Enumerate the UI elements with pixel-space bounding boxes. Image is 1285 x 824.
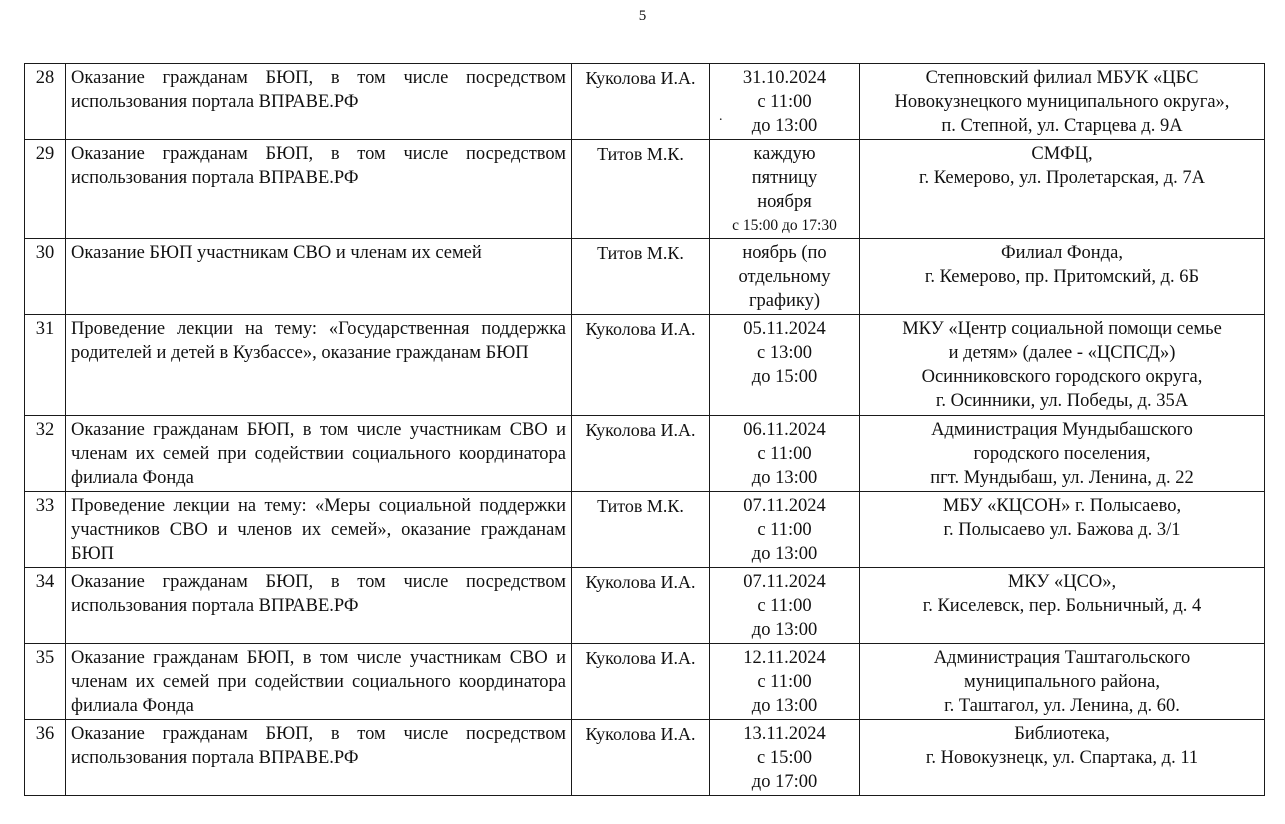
table-row bbox=[25, 492, 1265, 568]
event-date bbox=[710, 492, 860, 568]
date-line: графику) bbox=[748, 291, 821, 311]
responsible-person: Титов М.К. bbox=[572, 492, 710, 568]
event-date bbox=[710, 568, 860, 644]
place-line: МКУ «ЦСО», bbox=[1007, 572, 1117, 592]
place-line: Новокузнецкого муниципального округа», bbox=[894, 92, 1230, 112]
date-line: 05.11.2024 bbox=[743, 319, 826, 339]
event-place bbox=[860, 416, 1265, 492]
date-line: ноябрь (по bbox=[742, 243, 827, 263]
date-line: до 17:00 bbox=[751, 772, 818, 792]
event-place bbox=[860, 644, 1265, 720]
event-description: Оказание гражданам БЮП, в том числе посредством использования портала ВПРАВЕ.РФ bbox=[66, 64, 572, 140]
date-line: 12.11.2024 bbox=[743, 648, 826, 668]
row-number: 34 bbox=[25, 568, 66, 644]
table-row bbox=[25, 644, 1265, 720]
place-line: г. Таштагол, ул. Ленина, д. 60. bbox=[944, 696, 1180, 716]
place-line: Администрация Мундыбашского bbox=[931, 420, 1193, 440]
responsible-person: Куколова И.А. bbox=[572, 644, 710, 720]
event-description: Оказание гражданам БЮП, в том числе участникам СВО и членам их семей при содействии социального координатора филиала Фонда bbox=[66, 416, 572, 492]
event-place bbox=[860, 492, 1265, 568]
place-line: г. Осинники, ул. Победы, д. 35А bbox=[935, 391, 1189, 411]
event-description: Оказание гражданам БЮП, в том числе посредством использования портала ВПРАВЕ.РФ bbox=[66, 720, 572, 796]
date-line: 07.11.2024 bbox=[743, 496, 826, 516]
date-line: с 15:00 bbox=[757, 748, 812, 768]
date-line: с 11:00 bbox=[757, 596, 812, 616]
page-number: 5 bbox=[638, 8, 647, 24]
date-line: до 15:00 bbox=[751, 367, 818, 387]
date-line: с 11:00 bbox=[757, 444, 812, 464]
event-description: Оказание БЮП участникам СВО и членам их семей bbox=[66, 239, 572, 315]
place-line: Осинниковского городского округа, bbox=[921, 367, 1203, 387]
event-place bbox=[860, 568, 1265, 644]
event-date bbox=[710, 416, 860, 492]
event-description: Оказание гражданам БЮП, в том числе участникам СВО и членам их семей при содействии социального координатора филиала Фонда bbox=[66, 644, 572, 720]
responsible-person: Куколова И.А. bbox=[572, 568, 710, 644]
place-line: г. Полысаево ул. Бажова д. 3/1 bbox=[943, 520, 1181, 540]
row-number: 36 bbox=[25, 720, 66, 796]
event-place bbox=[860, 315, 1265, 416]
place-line: муниципального района, bbox=[963, 672, 1160, 692]
place-line: Степновский филиал МБУК «ЦБС bbox=[925, 68, 1199, 88]
date-line: до 13:00 bbox=[751, 468, 818, 488]
place-line: МКУ «Центр социальной помощи семье bbox=[902, 319, 1222, 339]
event-date bbox=[710, 720, 860, 796]
event-date bbox=[710, 644, 860, 720]
row-number: 28 bbox=[25, 64, 66, 140]
date-line: ноября bbox=[757, 192, 812, 212]
event-place bbox=[860, 239, 1265, 315]
responsible-person: Титов М.К. bbox=[572, 239, 710, 315]
date-line: с 15:00 до 17:30 bbox=[732, 217, 837, 234]
event-place bbox=[860, 64, 1265, 140]
date-line: с 11:00 bbox=[757, 672, 812, 692]
date-line: каждую bbox=[753, 144, 816, 164]
date-line: с 13:00 bbox=[757, 343, 812, 363]
date-line: с 11:00 bbox=[757, 92, 812, 112]
date-line: с 11:00 bbox=[757, 520, 812, 540]
row-number: 33 bbox=[25, 492, 66, 568]
place-line: Библиотека, bbox=[1014, 724, 1110, 744]
date-line: отдельному bbox=[738, 267, 831, 287]
responsible-person: Титов М.К. bbox=[572, 140, 710, 239]
responsible-person: Куколова И.А. bbox=[572, 720, 710, 796]
place-line: Филиал Фонда, bbox=[1001, 243, 1123, 263]
date-line: 31.10.2024 bbox=[742, 68, 827, 88]
row-number: 31 bbox=[25, 315, 66, 416]
table-row bbox=[25, 239, 1265, 315]
table-row bbox=[25, 315, 1265, 416]
date-line: пятницу bbox=[751, 168, 818, 188]
event-place bbox=[860, 720, 1265, 796]
table-row bbox=[25, 568, 1265, 644]
date-line: до 13:00 bbox=[751, 696, 818, 716]
event-place bbox=[860, 140, 1265, 239]
responsible-person: Куколова И.А. bbox=[572, 416, 710, 492]
place-line: СМФЦ, bbox=[1031, 144, 1093, 164]
event-date bbox=[710, 64, 860, 140]
row-number: 30 bbox=[25, 239, 66, 315]
place-line: городского поселения, bbox=[973, 444, 1151, 464]
date-line: до 13:00 bbox=[751, 544, 818, 564]
event-date bbox=[710, 315, 860, 416]
event-description: Проведение лекции на тему: «Государственная поддержка родителей и детей в Кузбассе», оказание гражданам БЮП bbox=[66, 315, 572, 416]
schedule-table bbox=[24, 63, 1265, 796]
place-line: г. Киселевск, пер. Больничный, д. 4 bbox=[922, 596, 1202, 616]
event-description: Проведение лекции на тему: «Меры социальной поддержки участников СВО и членов их семей», оказание гражданам БЮП bbox=[66, 492, 572, 568]
responsible-person: Куколова И.А. bbox=[572, 315, 710, 416]
place-line: МБУ «КЦСОН» г. Полысаево, bbox=[942, 496, 1182, 516]
date-line: 06.11.2024 bbox=[743, 420, 826, 440]
place-line: п. Степной, ул. Старцева д. 9А bbox=[941, 116, 1183, 136]
date-line: до 13:00 bbox=[751, 116, 818, 136]
table-row bbox=[25, 720, 1265, 796]
place-line: пгт. Мундыбаш, ул. Ленина, д. 22 bbox=[930, 468, 1194, 488]
row-number: 35 bbox=[25, 644, 66, 720]
place-line: Администрация Таштагольского bbox=[933, 648, 1191, 668]
row-number: 29 bbox=[25, 140, 66, 239]
table-row bbox=[25, 416, 1265, 492]
date-line: до 13:00 bbox=[751, 620, 818, 640]
date-line: 13.11.2024 bbox=[743, 724, 826, 744]
place-line: и детям» (далее - «ЦСПСД») bbox=[948, 343, 1176, 363]
date-line: 07.11.2024 bbox=[743, 572, 826, 592]
place-line: г. Кемерово, пр. Притомский, д. 6Б bbox=[924, 267, 1200, 287]
table-row bbox=[25, 140, 1265, 239]
place-line: г. Кемерово, ул. Пролетарская, д. 7А bbox=[918, 168, 1206, 188]
event-date bbox=[710, 239, 860, 315]
table-row bbox=[25, 64, 1265, 140]
place-line: г. Новокузнецк, ул. Спартака, д. 11 bbox=[925, 748, 1199, 768]
responsible-person: Куколова И.А. bbox=[572, 64, 710, 140]
row-number: 32 bbox=[25, 416, 66, 492]
event-description: Оказание гражданам БЮП, в том числе посредством использования портала ВПРАВЕ.РФ bbox=[66, 568, 572, 644]
event-date bbox=[710, 140, 860, 239]
scan-speck: . bbox=[719, 109, 723, 124]
event-description: Оказание гражданам БЮП, в том числе посредством использования портала ВПРАВЕ.РФ bbox=[66, 140, 572, 239]
